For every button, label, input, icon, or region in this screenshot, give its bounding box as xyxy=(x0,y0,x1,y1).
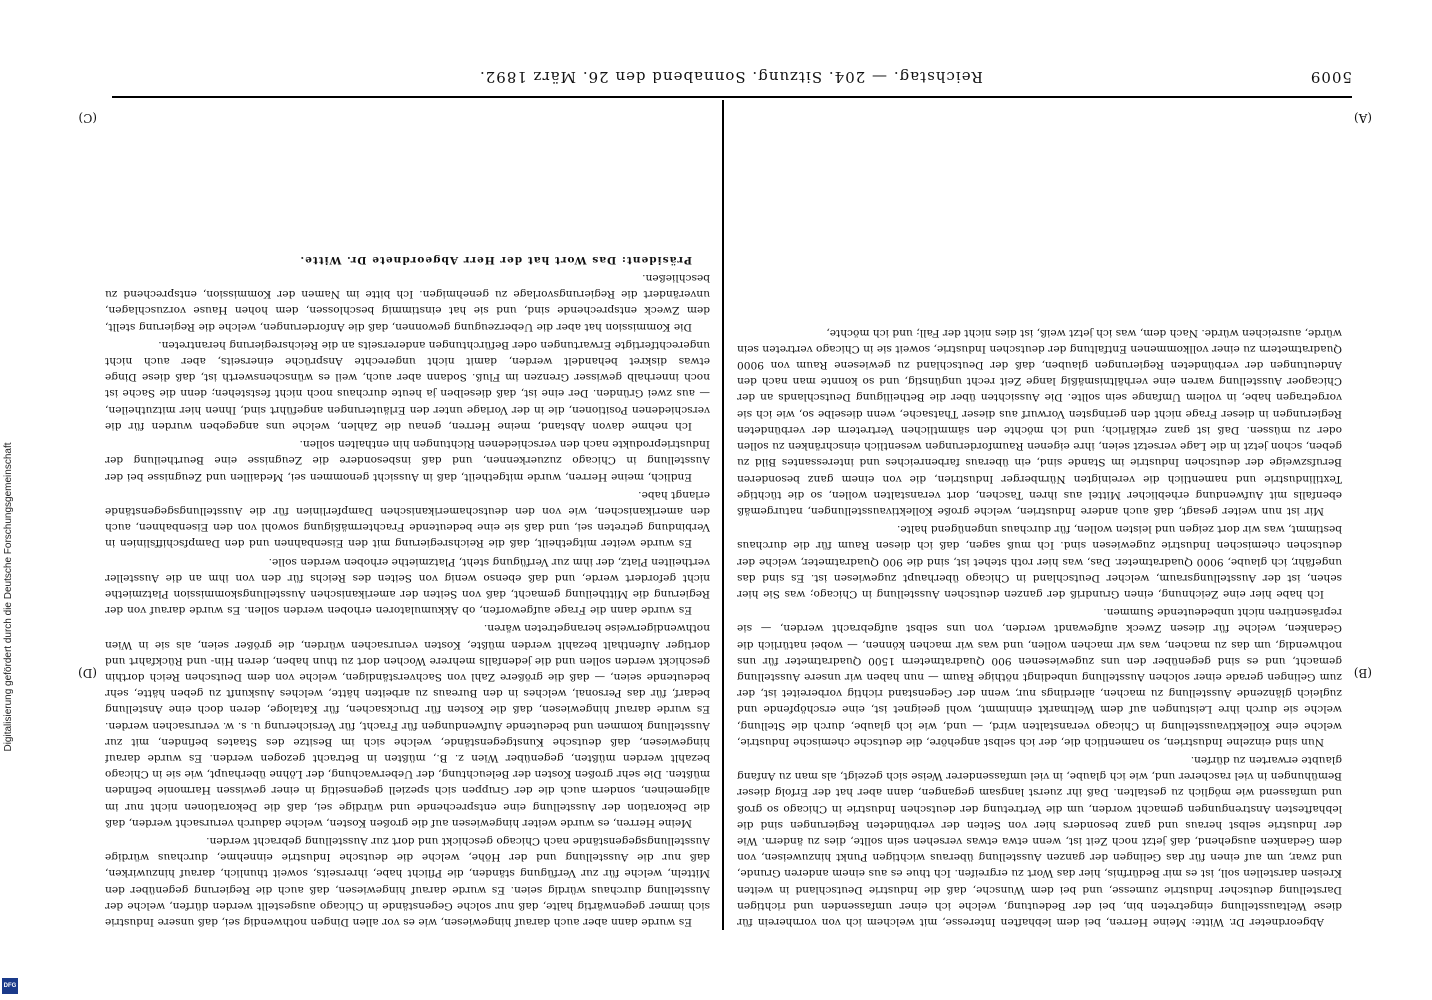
margin-mark-b: (B) xyxy=(1353,666,1372,680)
paragraph: Ich nehme davon Abstand, meine Herren, genau die Zahlen, welche uns angegeben wurden für die verschiedenen Positionen, die in der Vorlage unter den Erläuterungen angeführt sind, Ihnen hier mitzutheilen, — aus zwei Gründen. Der eine ist, daß dieselben ja heute durchaus noch nicht feststehen; denn die Sache ist noch innerhalb gewisser Grenzen im Fluß. Sodann aber auch, weil es wünschenswerth ist, daß diese Dinge etwas diskret behandelt werden, damit nicht ungerechte Ansprüche einerseits, aber auch nicht ungerechtfertigte Erwartungen oder Befürchtungen andererseits an die Reichsregierung herantreten. xyxy=(105,338,710,432)
column-divider xyxy=(722,100,724,930)
credit-text: Digitalisierung gefördert durch die Deutsche Forschungsgemeinschaft xyxy=(3,442,14,752)
text-column-left xyxy=(737,100,1342,930)
paragraph: Ich habe hier eine Zeichnung, einen Grundriß der ganzen deutschen Ausstellung in Chicago; was Sie hier sehen, ist der Ausstellungsraum, welcher Deutschland in Chicago überhaupt zugewiesen ist. Es sind das ungefähr, ich glaube, 9000 Quadratmeter. Das, was hier roth stehet ist, sind die 900 Quadratmeter, welche der deutschen chemischen Industrie zugewiesen sind. Ich muß sagen, daß ich diesen Raum für die durchaus bestimmt, was wir dort zeigen und leisten wollen, für durchaus ungenügend halte. xyxy=(737,523,1342,600)
paragraph: Es wurde weiter mitgetheilt, daß die Reichsregierung mit den Eisenbahnen und den Dampfschiffslinien in Verbindung getreten sei, und daß sie eine bedeutende Frachtermäßigung sowohl von den Eisenbahnen, auch den amerikanischen, wie von den deutschamerikanischen Dampferlinien für die Ausstellungsgegenstände erlangt habe. xyxy=(105,488,710,550)
paragraph: Abgeordneter Dr. Witte: Meine Herren, bei dem lebhaften Interesse, mit welchem ich von vornherein für diese Weltausstellung eingetreten bin, bei der Bedeutung, welche ich einer umfassenden und richtigen Darstellung deutscher Industrie zumesse, und bei dem Wunsche, daß die Industrie Deutschland in weiten Kreisen darstellen soll, ist es mir Bedürfnis, hier das Wort zu ergreifen. Ich thue es aus einem anderen Grunde, und zwar, um auf einen für das Gelingen der ganzen Ausstellung überaus wichtigen Punkt hinzuweisen, von dem Gedanken ausgehend, daß jetzt noch Zeit ist, wenn etwa etwas versehen sein sollte, dies zu ändern. Wie der Industrie selbst heraus und ganz besonders hier von Seiten der verbündeten Regierungen sind die lebhaftesten Anstrengungen gemacht worden, um die Vertretung der deutschen Industrie in Chicago so groß und umfassend wie möglich zu gestalten. Daß ihr zuerst langsam gegangen, dann aber hat der Erfolg dieser Bemühungen in viel rascherer und, wie ich glaube, in viel umfassenderer Weise sich gezeigt, als man zu Anfang glaubte erwarten zu dürfen. xyxy=(737,753,1342,928)
paragraph: Die Kommission hat aber die Ueberzeugung gewonnen, daß die Anforderungen, welche die Regierung stellt, dem Zweck entsprechende sind, und sie hat einstimmig beschlossen, dem hohen Hause vorzuschlagen, unverändert die Regierungsvorlage zu genehmigen. Ich bitte im Namen der Kommission, entsprechend zu beschließen. xyxy=(105,272,710,333)
margin-mark-a: (A) xyxy=(1353,111,1372,125)
text-column-right xyxy=(105,100,710,930)
paragraph: Präsident: Das Wort hat der Herr Abgeordnete Dr. Witte. xyxy=(299,253,692,266)
page-number: 5009 xyxy=(1309,68,1352,86)
paragraph: Es wurde dann die Frage aufgeworfen, ob Akkumulatoren erhoben werden sollen. Es wurde darauf von der Regierung die Mittheilung gemacht, daß von Seiten der amerikanischen Ausstellungskommission Platzmiethe nicht gefordert werde, und daß ebenso wenig von Seiten des Reichs für den von ihm an die Aussteller vertheilten Platz, der ihm zur Verfügung steht, Platzmiethe erhoben werden solle. xyxy=(105,555,710,617)
paragraph: Meine Herren, es wurde weiter hingewiesen auf die großen Kosten, welche dadurch verursacht werden, daß die Dekoration der Ausstellung eine entsprechende und würdige sei, daß die Dekorationen nicht nur im allgemeinen, sondern auch die der Gruppen sich speziell gegenseitig in einer gewissen Harmonie befinden müßten. Die sehr großen Kosten der Beleuchtung, der Ueberwachung, der Löhne überhaupt, wie sie in Chicago bezahlt werden müßten, gegenüber Wien z. B., müßten in Betracht gezogen werden. Es wurde darauf hingewiesen, daß deutsche Kunstgegenstände, welche sich im Besitze des Staates befinden, mit zur Ausstellung kommen und bedeutende Aufwendungen für Fracht, für Versicherung u. s. w. verursachen werden. Es wurde darauf hingewiesen, daß die Kosten für Drucksachen, für Kataloge, deren doch eine Anstellung bedarf, für das Personal, welches in den Bureaus zu arbeiten hätte, welches Auskunft zu geben hätte, sehr bedeutende seien, — daß die größere Zahl von Sachverständigen, welche von dem Deutschen Reich dorthin geschickt werden sollen und die jedenfalls mehrere Wochen dort zu thun haben, deren Hin- und Rückfahrt und dortiger Aufenthalt bezahlt werden müßte, Kosten verursachen würden, die größer seien, als sie in Wien nothwendigerweise herangetreten wären. xyxy=(105,622,710,829)
paragraph: Es wurde dann aber auch darauf hingewiesen, wie es vor allen Dingen nothwendig sei, daß unsere Industrie sich immer gegenwärtig halte, daß nur solche Gegenstände in Chicago ausgestellt werden dürfen, welche der Ausstellung durchaus würdig seien. Es wurde darauf hingewiesen, daß auch die Regierung gegenüber den Mitteln, welche für zur Verfügung ständen, die Pflicht habe, ihrerseits, soweit thunlich, darauf hinzuwirken, daß nur die Ausstellung und der Höhe, welche die deutsche Industrie einnehme, durchaus würdige Ausstellungsgegenstände nach Chicago geschickt und dort zur Ausstellung gebracht werden. xyxy=(105,834,710,928)
margin-mark-c: (C) xyxy=(78,111,97,125)
paragraph: Mir ist nun weiter gesagt, daß auch andere Industrien, welche große Kollektivausstellungen, naturgemäß ebenfalls mit Aufwendung erheblicher Mittel aus ihren Taschen, dort veranstalten wollen, so die tüchtige Textilindustrie und namentlich die vereinigten Nürnberger Industrien, die von einem ganz besonderen Berufszweige der deutschen Industrie im Stande sind, ein überaus farbenreiches und interessantes Bild zu geben, schon jetzt in die Lage versetzt seien, ihre eigenen Raumforderungen wesentlich einschränken zu sollen oder zu müssen. Daß ist ganz erklärlich; und ich möchte den sämmtlichen Vertretern der verbündeten Regierungen in dieser Frage nicht den geringsten Vorwurf aus dieser Thatsache, wenn dieselbe so, wie ich sie vorgetragen habe, in vollem Umfange sein sollte. Die Aussichten über die Betheiligung Deutschlands an der Chicagoer Ausstellung waren eine verhältnismäßig lange Zeit recht ungünstig, und so konnte man nach den Andeutungen der verbündeten Regierungen glauben, daß der Deutschland zu gewiesene Raum von 9000 Quadratmetern zu einer vollkommenen Entfaltung der deutschen Industrie, soweit sie in Chicago vertreten sein würde, ausreichen würde. Nach dem, was ich jetzt weiß, ist dies nicht der Fall; und ich möchte, xyxy=(737,326,1342,517)
margin-mark-d: (D) xyxy=(78,666,97,680)
header-rule xyxy=(112,96,1352,98)
paragraph: Endlich, meine Herren, wurde mitgetheilt, daß in Aussicht genommen sei, Medaillen und Zeugnisse bei der Ausstellung in Chicago zuzuerkennen, und daß insbesondere die Zeugnisse eine Beurtheilung der Industrieprodukte nach den verschiedenen Richtungen hin enthalten sollen. xyxy=(105,438,710,483)
page-running-title: Reichstag. — 204. Sitzung. Sonnabend den 26. März 1892. xyxy=(478,68,983,86)
paragraph: Nun sind einzelne Industrien, so namentlich die, der ich selbst angehöre, die deutsche chemische Industrie, welche eine Kollektivausstellung in Chicago veranstalten wird, — und, wie ich glaube, durch die Stellung, welche sie durch ihre Leistungen auf dem Weltmarkt einnimmt, wohl geeignet ist, eine erschöpfende und zugleich glänzende Ausstellung zu machen, allerdings nur, wenn der Gegenstand richtig vorbereitet ist, der zum Gelingen gerade einer solchen Ausstellung unbedingt nöthige Raum — nun haben wir unsere Ausstellung gemacht, und es sind gegenüber den uns zugewiesenen 900 Quadratmetern 1500 Quadratmeter für uns nothwendig, um das zu machen, was wir machen wollen, und was wir machen können, — wobei natürlich die Gedanken, welche für diesen Zweck aufgewandt werden, von uns selbst aufgebracht werden, — sie repräsentiren nicht unbedeutende Summen. xyxy=(737,606,1342,748)
page-header xyxy=(112,62,1352,92)
credit-strip xyxy=(0,0,22,1000)
dfg-logo: DFG xyxy=(2,978,18,994)
